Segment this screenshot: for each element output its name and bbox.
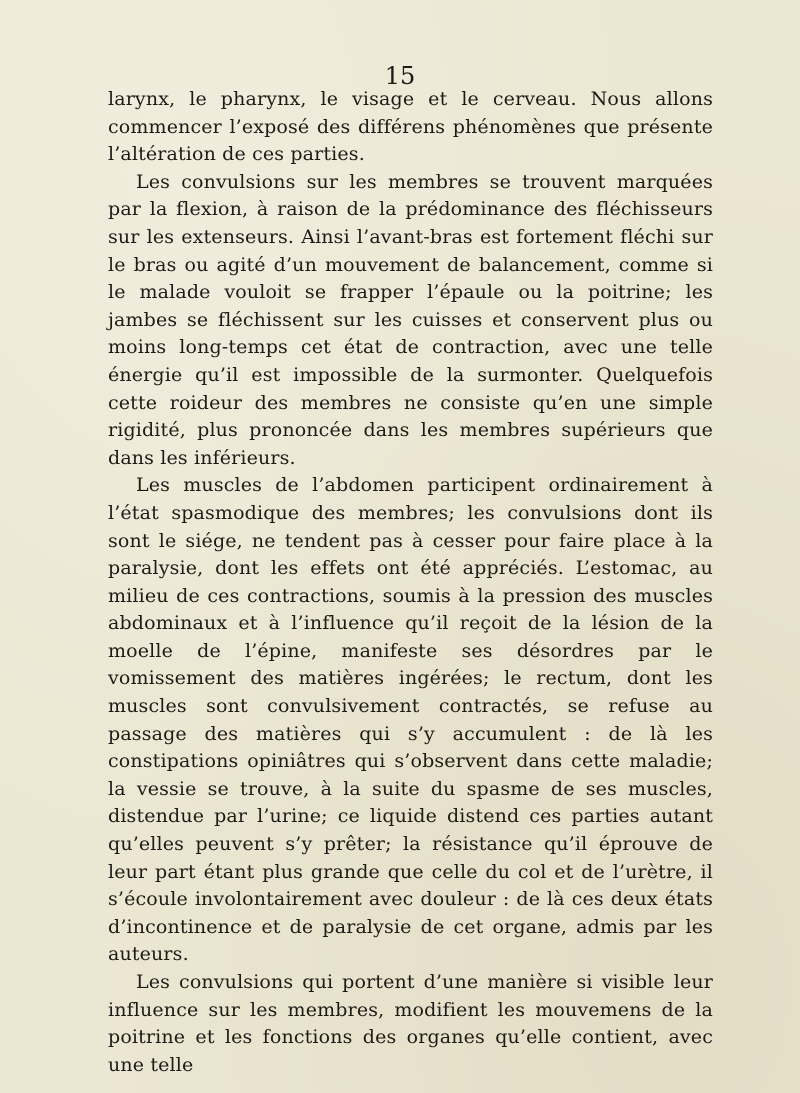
paragraph-continuation: larynx, le pharynx, le visage et le cerveau. Nous allons commencer l’exposé des différens phénomènes que présente l’altération de ces parties. [108, 88, 713, 166]
page-number: 15 [384, 62, 416, 90]
body-text [108, 86, 713, 1079]
paragraph-convulsions-poitrine: Les convulsions qui portent d’une manière si visible leur influence sur les membres, modifient les mouvemens de la poitrine et les fonctions des organes qu’elle contient, avec une telle [108, 971, 713, 1076]
paragraph-convulsions-membres: Les convulsions sur les membres se trouvent marquées par la flexion, à raison de la prédominance des fléchisseurs sur les extenseurs. Ainsi l’avant-bras est fortement fléchi sur le bras ou agité d’un mouvement de balancement, comme si le malade vouloit se frapper l’épaule ou la poitrine; les jambes se fléchissent sur les cuisses et conservent plus ou moins long-temps cet état de contraction, avec une telle énergie qu’il est impossible de la surmonter. Quelquefois cette roideur des membres ne consiste qu’en une simple rigidité, plus prononcée dans les membres supérieurs que dans les inférieurs. [108, 170, 713, 469]
paragraph-muscles-abdomen: Les muscles de l’abdomen participent ordinairement à l’état spasmodique des membres; les convulsions dont ils sont le siége, ne tendent pas à cesser pour faire place à la paralysie, dont les effets ont été appréciés. L’estomac, au milieu de ces contractions, soumis à la pression des muscles abdominaux et à l’influence qu’il reçoit de la lésion de la moelle de l’épine, manifeste ses désordres par le vomissement des matières ingérées; le rectum, dont les muscles sont convulsivement contractés, se refuse au passage des matières qui s’y accumulent : de là les constipations opiniâtres qui s’observent dans cette maladie; la vessie se trouve, à la suite du spasme de ses muscles, distendue par l’urine; ce liquide distend ces parties autant qu’elles peuvent s’y prêter; la résistance qu’il éprouve de leur part étant plus grande que celle du col et de l’urètre, il s’écoule involontairement avec douleur : de là ces deux états d’incontinence et de paralysie de cet organe, admis par les auteurs. [108, 474, 713, 966]
